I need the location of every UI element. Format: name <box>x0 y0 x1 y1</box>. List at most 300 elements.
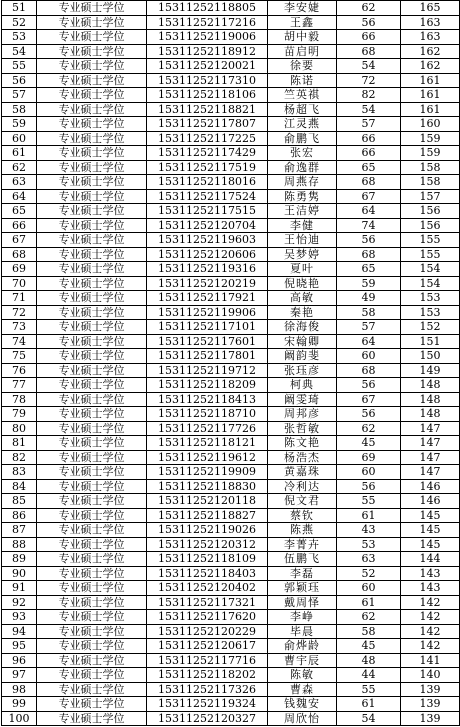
candidate-name-cell: 李安婕 <box>268 1 337 16</box>
subject-score-cell: 68 <box>337 247 401 262</box>
candidate-id-cell: 15311252117310 <box>147 73 268 88</box>
rank-cell: 51 <box>2 1 37 16</box>
candidate-name-cell: 张珏彦 <box>268 363 337 378</box>
candidate-name-cell: 张宏 <box>268 146 337 161</box>
rank-cell: 89 <box>2 552 37 567</box>
degree-type-cell: 专业硕士学位 <box>37 262 147 277</box>
total-score-cell: 154 <box>401 262 460 277</box>
rank-cell: 80 <box>2 421 37 436</box>
total-score-cell: 161 <box>401 102 460 117</box>
rank-cell: 87 <box>2 523 37 538</box>
degree-type-cell: 专业硕士学位 <box>37 421 147 436</box>
candidate-name-cell: 钱魏安 <box>268 697 337 712</box>
table-row <box>2 581 460 596</box>
candidate-id-cell: 15311252118830 <box>147 479 268 494</box>
rank-cell: 77 <box>2 378 37 393</box>
total-score-cell: 145 <box>401 537 460 552</box>
rank-cell: 76 <box>2 363 37 378</box>
degree-type-cell: 专业硕士学位 <box>37 436 147 451</box>
total-score-cell: 153 <box>401 305 460 320</box>
candidate-name-cell: 秦艳 <box>268 305 337 320</box>
degree-type-cell: 专业硕士学位 <box>37 88 147 103</box>
total-score-cell: 158 <box>401 175 460 190</box>
subject-score-cell: 57 <box>337 117 401 132</box>
rank-cell: 72 <box>2 305 37 320</box>
subject-score-cell: 61 <box>337 595 401 610</box>
candidate-name-cell: 阚雯琦 <box>268 392 337 407</box>
rank-cell: 83 <box>2 465 37 480</box>
subject-score-cell: 66 <box>337 146 401 161</box>
table-row <box>2 291 460 306</box>
subject-score-cell: 59 <box>337 276 401 291</box>
candidate-id-cell: 15311252118413 <box>147 392 268 407</box>
table-row <box>2 508 460 523</box>
candidate-name-cell: 周欣怡 <box>268 711 337 726</box>
candidate-id-cell: 15311252117807 <box>147 117 268 132</box>
candidate-name-cell: 高敏 <box>268 291 337 306</box>
total-score-cell: 140 <box>401 668 460 683</box>
candidate-name-cell: 张哲敏 <box>268 421 337 436</box>
rank-cell: 86 <box>2 508 37 523</box>
total-score-cell: 163 <box>401 15 460 30</box>
table-row <box>2 682 460 697</box>
candidate-id-cell: 15311252117216 <box>147 15 268 30</box>
rank-cell: 67 <box>2 233 37 248</box>
table-row <box>2 73 460 88</box>
candidate-id-cell: 15311252119603 <box>147 233 268 248</box>
subject-score-cell: 56 <box>337 479 401 494</box>
degree-type-cell: 专业硕士学位 <box>37 537 147 552</box>
candidate-id-cell: 15311252117716 <box>147 653 268 668</box>
subject-score-cell: 72 <box>337 73 401 88</box>
candidate-id-cell: 15311252120402 <box>147 581 268 596</box>
rank-cell: 54 <box>2 44 37 59</box>
table-row <box>2 378 460 393</box>
total-score-cell: 143 <box>401 581 460 596</box>
candidate-name-cell: 王鑫 <box>268 15 337 30</box>
table-row <box>2 595 460 610</box>
subject-score-cell: 64 <box>337 204 401 219</box>
degree-type-cell: 专业硕士学位 <box>37 566 147 581</box>
candidate-id-cell: 15311252118403 <box>147 566 268 581</box>
candidate-name-cell: 陈燕 <box>268 523 337 538</box>
table-row <box>2 697 460 712</box>
subject-score-cell: 56 <box>337 407 401 422</box>
degree-type-cell: 专业硕士学位 <box>37 407 147 422</box>
candidate-id-cell: 15311252120327 <box>147 711 268 726</box>
subject-score-cell: 45 <box>337 639 401 654</box>
degree-type-cell: 专业硕士学位 <box>37 218 147 233</box>
degree-type-cell: 专业硕士学位 <box>37 1 147 16</box>
candidate-id-cell: 15311252120229 <box>147 624 268 639</box>
table-row <box>2 392 460 407</box>
rank-cell: 92 <box>2 595 37 610</box>
table-row <box>2 262 460 277</box>
candidate-id-cell: 15311252119712 <box>147 363 268 378</box>
subject-score-cell: 69 <box>337 450 401 465</box>
degree-type-cell: 专业硕士学位 <box>37 175 147 190</box>
candidate-id-cell: 15311252118109 <box>147 552 268 567</box>
candidate-name-cell: 李峥 <box>268 610 337 625</box>
rank-cell: 62 <box>2 160 37 175</box>
total-score-cell: 165 <box>401 1 460 16</box>
candidate-id-cell: 15311252119006 <box>147 30 268 45</box>
rank-cell: 88 <box>2 537 37 552</box>
total-score-cell: 144 <box>401 552 460 567</box>
table-row <box>2 334 460 349</box>
candidate-id-cell: 15311252120021 <box>147 59 268 74</box>
degree-type-cell: 专业硕士学位 <box>37 59 147 74</box>
table-row <box>2 88 460 103</box>
table-row <box>2 175 460 190</box>
table-row <box>2 276 460 291</box>
table-row <box>2 305 460 320</box>
subject-score-cell: 67 <box>337 392 401 407</box>
table-row <box>2 363 460 378</box>
total-score-cell: 142 <box>401 595 460 610</box>
rank-cell: 75 <box>2 349 37 364</box>
rank-cell: 64 <box>2 189 37 204</box>
candidate-name-cell: 阚韵斐 <box>268 349 337 364</box>
candidate-name-cell: 周燕存 <box>268 175 337 190</box>
total-score-cell: 147 <box>401 436 460 451</box>
candidate-name-cell: 陈诺 <box>268 73 337 88</box>
total-score-cell: 146 <box>401 479 460 494</box>
rank-cell: 95 <box>2 639 37 654</box>
degree-type-cell: 专业硕士学位 <box>37 233 147 248</box>
candidate-name-cell: 陈文艳 <box>268 436 337 451</box>
candidate-name-cell: 郭颖珏 <box>268 581 337 596</box>
candidate-id-cell: 15311252120118 <box>147 494 268 509</box>
candidate-id-cell: 15311252117801 <box>147 349 268 364</box>
candidate-id-cell: 15311252118016 <box>147 175 268 190</box>
candidate-name-cell: 倪文君 <box>268 494 337 509</box>
rank-cell: 79 <box>2 407 37 422</box>
subject-score-cell: 57 <box>337 320 401 335</box>
candidate-name-cell: 戴周怿 <box>268 595 337 610</box>
total-score-cell: 143 <box>401 566 460 581</box>
total-score-cell: 145 <box>401 523 460 538</box>
rank-cell: 96 <box>2 653 37 668</box>
subject-score-cell: 54 <box>337 102 401 117</box>
subject-score-cell: 56 <box>337 15 401 30</box>
candidate-name-cell: 王怡迪 <box>268 233 337 248</box>
rank-cell: 60 <box>2 131 37 146</box>
total-score-cell: 139 <box>401 711 460 726</box>
candidate-id-cell: 15311252117515 <box>147 204 268 219</box>
candidate-id-cell: 15311252117620 <box>147 610 268 625</box>
subject-score-cell: 61 <box>337 697 401 712</box>
table-row <box>2 30 460 45</box>
subject-score-cell: 54 <box>337 711 401 726</box>
table-row <box>2 146 460 161</box>
candidate-id-cell: 15311252117726 <box>147 421 268 436</box>
rank-cell: 90 <box>2 566 37 581</box>
total-score-cell: 150 <box>401 349 460 364</box>
total-score-cell: 162 <box>401 59 460 74</box>
degree-type-cell: 专业硕士学位 <box>37 131 147 146</box>
degree-type-cell: 专业硕士学位 <box>37 552 147 567</box>
candidate-id-cell: 15311252118710 <box>147 407 268 422</box>
table-row <box>2 189 460 204</box>
rank-cell: 99 <box>2 697 37 712</box>
subject-score-cell: 56 <box>337 378 401 393</box>
total-score-cell: 146 <box>401 494 460 509</box>
degree-type-cell: 专业硕士学位 <box>37 610 147 625</box>
degree-type-cell: 专业硕士学位 <box>37 363 147 378</box>
subject-score-cell: 53 <box>337 537 401 552</box>
candidate-name-cell: 俞鹏飞 <box>268 131 337 146</box>
subject-score-cell: 45 <box>337 436 401 451</box>
candidate-id-cell: 15311252118121 <box>147 436 268 451</box>
candidate-id-cell: 15311252119612 <box>147 450 268 465</box>
table-row <box>2 349 460 364</box>
degree-type-cell: 专业硕士学位 <box>37 320 147 335</box>
degree-type-cell: 专业硕士学位 <box>37 44 147 59</box>
candidate-id-cell: 15311252117921 <box>147 291 268 306</box>
degree-type-cell: 专业硕士学位 <box>37 204 147 219</box>
candidate-name-cell: 胡中毅 <box>268 30 337 45</box>
degree-type-cell: 专业硕士学位 <box>37 30 147 45</box>
total-score-cell: 162 <box>401 44 460 59</box>
total-score-cell: 148 <box>401 378 460 393</box>
total-score-cell: 156 <box>401 218 460 233</box>
rank-cell: 98 <box>2 682 37 697</box>
rank-cell: 97 <box>2 668 37 683</box>
candidate-name-cell: 李健 <box>268 218 337 233</box>
candidate-name-cell: 李磊 <box>268 566 337 581</box>
subject-score-cell: 68 <box>337 44 401 59</box>
table-row <box>2 610 460 625</box>
candidate-id-cell: 15311252117225 <box>147 131 268 146</box>
rank-cell: 55 <box>2 59 37 74</box>
rank-cell: 100 <box>2 711 37 726</box>
rank-cell: 93 <box>2 610 37 625</box>
subject-score-cell: 44 <box>337 668 401 683</box>
table-row <box>2 160 460 175</box>
candidate-id-cell: 15311252118202 <box>147 668 268 683</box>
candidate-name-cell: 宋翰卿 <box>268 334 337 349</box>
candidate-id-cell: 15311252117601 <box>147 334 268 349</box>
total-score-cell: 141 <box>401 653 460 668</box>
candidate-name-cell: 蔡钦 <box>268 508 337 523</box>
candidate-id-cell: 15311252117429 <box>147 146 268 161</box>
table-row <box>2 44 460 59</box>
subject-score-cell: 68 <box>337 175 401 190</box>
degree-type-cell: 专业硕士学位 <box>37 160 147 175</box>
degree-type-cell: 专业硕士学位 <box>37 334 147 349</box>
candidate-name-cell: 徐要 <box>268 59 337 74</box>
subject-score-cell: 58 <box>337 305 401 320</box>
subject-score-cell: 68 <box>337 363 401 378</box>
degree-type-cell: 专业硕士学位 <box>37 523 147 538</box>
subject-score-cell: 64 <box>337 334 401 349</box>
table-row <box>2 59 460 74</box>
rank-cell: 71 <box>2 291 37 306</box>
candidate-id-cell: 15311252117519 <box>147 160 268 175</box>
rank-cell: 94 <box>2 624 37 639</box>
total-score-cell: 158 <box>401 160 460 175</box>
candidate-name-cell: 夏叶 <box>268 262 337 277</box>
candidate-id-cell: 15311252120617 <box>147 639 268 654</box>
rank-cell: 56 <box>2 73 37 88</box>
candidate-name-cell: 杨超飞 <box>268 102 337 117</box>
degree-type-cell: 专业硕士学位 <box>37 624 147 639</box>
table-row <box>2 117 460 132</box>
rank-cell: 68 <box>2 247 37 262</box>
table-row <box>2 624 460 639</box>
subject-score-cell: 62 <box>337 610 401 625</box>
rank-cell: 82 <box>2 450 37 465</box>
degree-type-cell: 专业硕士学位 <box>37 73 147 88</box>
total-score-cell: 148 <box>401 407 460 422</box>
candidate-id-cell: 15311252118805 <box>147 1 268 16</box>
subject-score-cell: 62 <box>337 421 401 436</box>
total-score-cell: 147 <box>401 421 460 436</box>
degree-type-cell: 专业硕士学位 <box>37 479 147 494</box>
total-score-cell: 142 <box>401 610 460 625</box>
rank-cell: 81 <box>2 436 37 451</box>
subject-score-cell: 60 <box>337 581 401 596</box>
total-score-cell: 147 <box>401 465 460 480</box>
candidate-name-cell: 倪晓艳 <box>268 276 337 291</box>
candidate-name-cell: 陈勇隽 <box>268 189 337 204</box>
candidate-name-cell: 毕晨 <box>268 624 337 639</box>
degree-type-cell: 专业硕士学位 <box>37 189 147 204</box>
rank-cell: 53 <box>2 30 37 45</box>
degree-type-cell: 专业硕士学位 <box>37 378 147 393</box>
table-row <box>2 537 460 552</box>
degree-type-cell: 专业硕士学位 <box>37 697 147 712</box>
candidate-id-cell: 15311252117321 <box>147 595 268 610</box>
table-row <box>2 494 460 509</box>
candidate-id-cell: 15311252120704 <box>147 218 268 233</box>
degree-type-cell: 专业硕士学位 <box>37 15 147 30</box>
candidate-id-cell: 15311252119906 <box>147 305 268 320</box>
table-row <box>2 247 460 262</box>
candidate-id-cell: 15311252120219 <box>147 276 268 291</box>
candidate-name-cell: 杨浩杰 <box>268 450 337 465</box>
candidate-name-cell: 俞逸群 <box>268 160 337 175</box>
rank-cell: 65 <box>2 204 37 219</box>
rank-cell: 78 <box>2 392 37 407</box>
table-row <box>2 407 460 422</box>
candidate-id-cell: 15311252119316 <box>147 262 268 277</box>
degree-type-cell: 专业硕士学位 <box>37 276 147 291</box>
total-score-cell: 157 <box>401 189 460 204</box>
degree-type-cell: 专业硕士学位 <box>37 349 147 364</box>
candidate-id-cell: 15311252117101 <box>147 320 268 335</box>
degree-type-cell: 专业硕士学位 <box>37 494 147 509</box>
degree-type-cell: 专业硕士学位 <box>37 450 147 465</box>
rank-cell: 69 <box>2 262 37 277</box>
table-row <box>2 320 460 335</box>
degree-type-cell: 专业硕士学位 <box>37 465 147 480</box>
degree-type-cell: 专业硕士学位 <box>37 639 147 654</box>
degree-type-cell: 专业硕士学位 <box>37 682 147 697</box>
table-row <box>2 450 460 465</box>
table-row <box>2 218 460 233</box>
total-score-cell: 147 <box>401 450 460 465</box>
candidate-name-cell: 江灵燕 <box>268 117 337 132</box>
degree-type-cell: 专业硕士学位 <box>37 508 147 523</box>
subject-score-cell: 43 <box>337 523 401 538</box>
candidate-id-cell: 15311252119026 <box>147 523 268 538</box>
subject-score-cell: 61 <box>337 508 401 523</box>
table-row <box>2 711 460 726</box>
table-row <box>2 552 460 567</box>
table-row <box>2 15 460 30</box>
rank-cell: 85 <box>2 494 37 509</box>
total-score-cell: 159 <box>401 131 460 146</box>
total-score-cell: 151 <box>401 334 460 349</box>
table-row <box>2 102 460 117</box>
table-row <box>2 131 460 146</box>
degree-type-cell: 专业硕士学位 <box>37 102 147 117</box>
subject-score-cell: 60 <box>337 465 401 480</box>
rank-cell: 84 <box>2 479 37 494</box>
table-row <box>2 204 460 219</box>
subject-score-cell: 62 <box>337 1 401 16</box>
candidate-id-cell: 15311252117524 <box>147 189 268 204</box>
degree-type-cell: 专业硕士学位 <box>37 247 147 262</box>
table-row <box>2 523 460 538</box>
total-score-cell: 145 <box>401 508 460 523</box>
total-score-cell: 155 <box>401 233 460 248</box>
candidate-name-cell: 曹森 <box>268 682 337 697</box>
total-score-cell: 156 <box>401 204 460 219</box>
candidate-id-cell: 15311252120312 <box>147 537 268 552</box>
subject-score-cell: 63 <box>337 552 401 567</box>
table-row <box>2 653 460 668</box>
table-row <box>2 1 460 16</box>
subject-score-cell: 66 <box>337 131 401 146</box>
total-score-cell: 139 <box>401 697 460 712</box>
degree-type-cell: 专业硕士学位 <box>37 711 147 726</box>
degree-type-cell: 专业硕士学位 <box>37 305 147 320</box>
candidate-name-cell: 李菁卉 <box>268 537 337 552</box>
candidate-id-cell: 15311252119324 <box>147 697 268 712</box>
table-row <box>2 465 460 480</box>
rank-cell: 58 <box>2 102 37 117</box>
candidate-id-cell: 15311252118827 <box>147 508 268 523</box>
subject-score-cell: 49 <box>337 291 401 306</box>
candidate-name-cell: 陈敏 <box>268 668 337 683</box>
candidate-name-cell: 徐海俊 <box>268 320 337 335</box>
candidate-id-cell: 15311252118821 <box>147 102 268 117</box>
total-score-cell: 152 <box>401 320 460 335</box>
total-score-cell: 142 <box>401 639 460 654</box>
degree-type-cell: 专业硕士学位 <box>37 581 147 596</box>
degree-type-cell: 专业硕士学位 <box>37 392 147 407</box>
total-score-cell: 163 <box>401 30 460 45</box>
total-score-cell: 153 <box>401 291 460 306</box>
table-row <box>2 566 460 581</box>
total-score-cell: 142 <box>401 624 460 639</box>
total-score-cell: 159 <box>401 146 460 161</box>
total-score-cell: 139 <box>401 682 460 697</box>
rank-cell: 73 <box>2 320 37 335</box>
candidate-name-cell: 竺英祺 <box>268 88 337 103</box>
candidate-name-cell: 吴梦婷 <box>268 247 337 262</box>
degree-type-cell: 专业硕士学位 <box>37 653 147 668</box>
total-score-cell: 155 <box>401 247 460 262</box>
table-row <box>2 639 460 654</box>
candidate-name-cell: 王洁婷 <box>268 204 337 219</box>
candidate-id-cell: 15311252117326 <box>147 682 268 697</box>
rank-cell: 63 <box>2 175 37 190</box>
total-score-cell: 154 <box>401 276 460 291</box>
